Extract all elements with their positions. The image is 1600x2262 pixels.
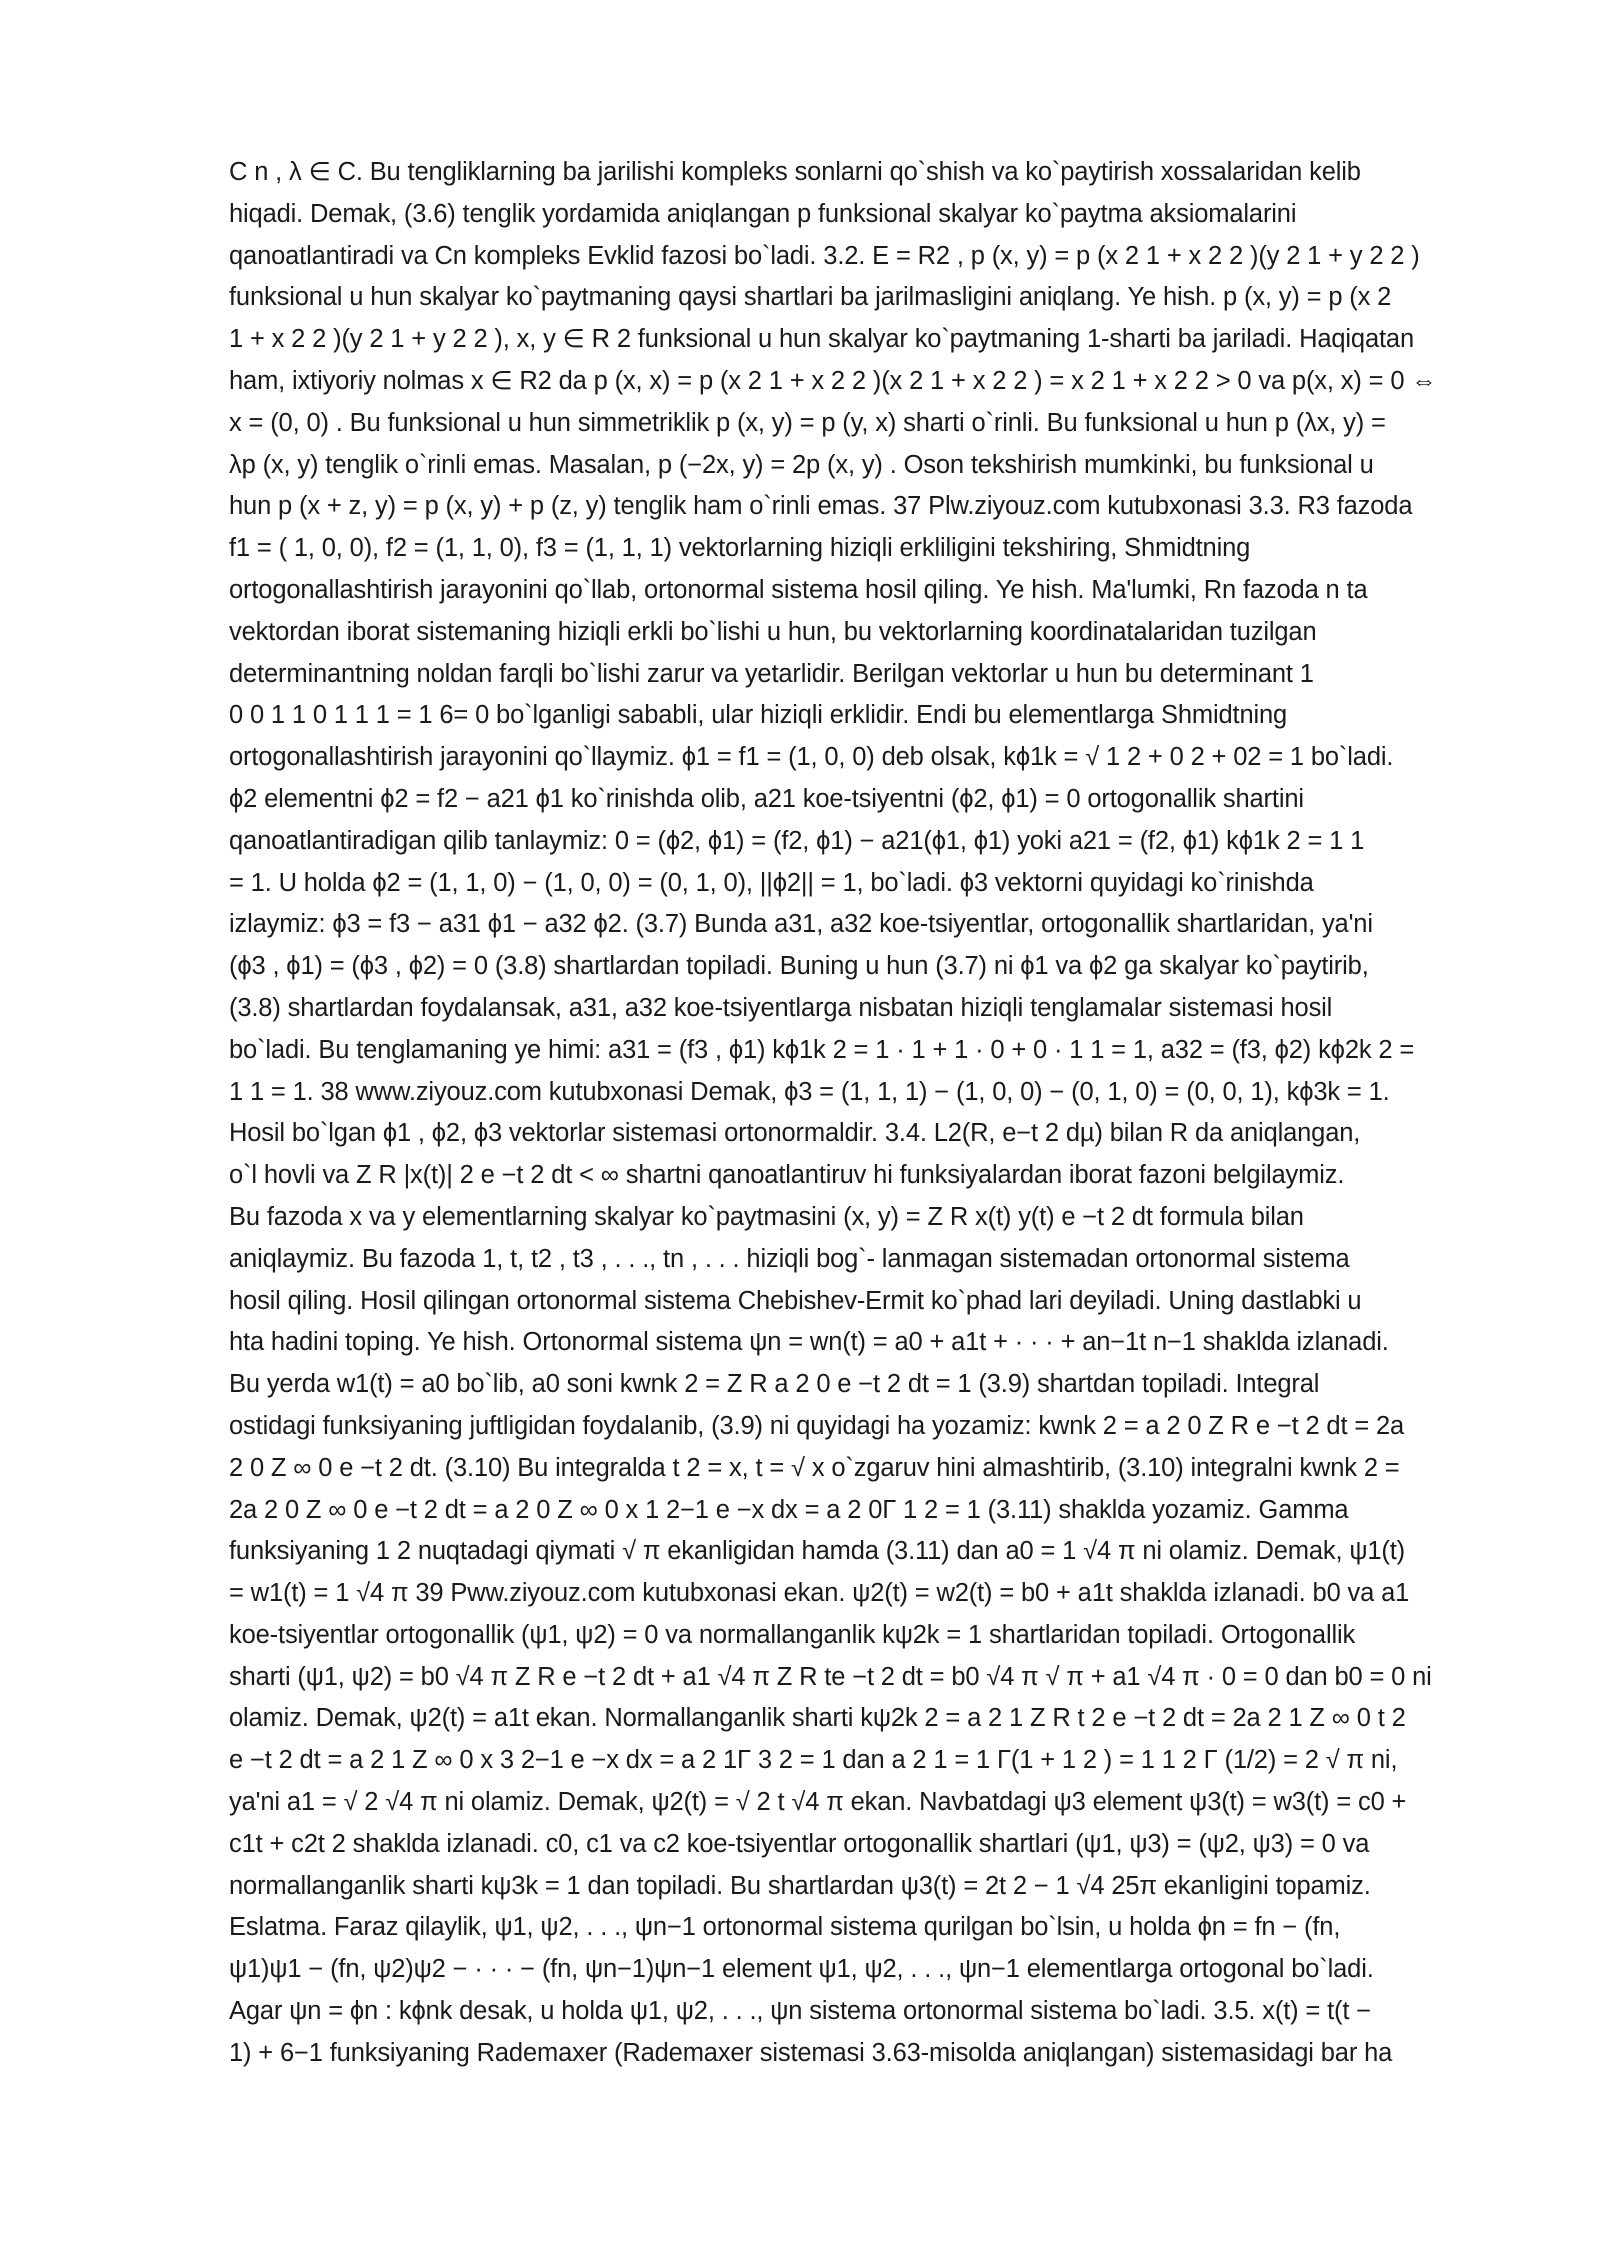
text-line: normallanganlik sharti kψ3k = 1 dan topiladi. Bu shartlardan ψ3(t) = 2t 2 − 1 √4 25π ekanligini topamiz. — [229, 1871, 1371, 1900]
text-line: ϕ2 elementni ϕ2 = f2 − a21 ϕ1 ko`rinishda olib, a21 koe-tsiyentni (ϕ2, ϕ1) = 0 ortogonallik shartini — [229, 784, 1304, 813]
text-line: = 1. U holda ϕ2 = (1, 1, 0) − (1, 0, 0) = (0, 1, 0), ||ϕ2|| = 1, bo`ladi. ϕ3 vektorni quyidagi ko`rinishda — [229, 868, 1314, 897]
text-line: hun p (x + z, y) = p (x, y) + p (z, y) tenglik ham o`rinli emas. 37 Plw.ziyouz.com kutubxonasi 3.3. R3 fazoda — [229, 492, 1413, 521]
text-line: (3.8) shartlardan foydalansak, a31, a32 koe-tsiyentlarga nisbatan hiziqli tenglamalar sistemasi hosil — [229, 993, 1333, 1022]
text-line: ostidagi funksiyaning juftligidan foydalanib, (3.9) ni quyidagi ha yozamiz: kwnk 2 = a 2 0 Z R e −t 2 dt = 2a — [229, 1411, 1405, 1440]
text-line: 1 1 = 1. 38 www.ziyouz.com kutubxonasi Demak, ϕ3 = (1, 1, 1) − (1, 0, 0) − (0, 1, 0) = (0, 0, 1), kϕ3k = 1. — [229, 1077, 1390, 1106]
text-line: f1 = ( 1, 0, 0), f2 = (1, 1, 0), f3 = (1, 1, 1) vektorlarning hiziqli erkliligini tekshiring, Shmidtning — [229, 534, 1251, 563]
text-line: ham, ixtiyoriy nolmas x ∈ R2 da p (x, x) = p (x 2 1 + x 2 2 )(x 2 1 + x 2 2 ) = x 2 1 + x 2 2 > 0 va p(x, x) = 0 ⇔ — [229, 366, 1437, 395]
text-line: Bu fazoda x va y elementlarning skalyar ko`paytmasini (x, y) = Z R x(t) y(t) e −t 2 dt formula bilan — [229, 1202, 1304, 1231]
text-line: x = (0, 0) . Bu funksional u hun simmetriklik p (x, y) = p (y, x) sharti o`rinli. Bu funksional u hun p (λx, y) = — [229, 408, 1386, 437]
text-line: 2a 2 0 Z ∞ 0 e −t 2 dt = a 2 0 Z ∞ 0 x 1 2−1 e −x dx = a 2 0Γ 1 2 = 1 (3.11) shaklda yozamiz. Gamma — [229, 1495, 1349, 1524]
text-line: aniqlaymiz. Bu fazoda 1, t, t2 , t3 , . . ., tn , . . . hiziqli bog`- lanmagan sistemadan ortonormal sistema — [229, 1244, 1350, 1273]
text-line: λp (x, y) tenglik o`rinli emas. Masalan, p (−2x, y) = 2p (x, y) . Oson tekshirish mumkinki, bu funksional u — [229, 450, 1374, 479]
text-line: = w1(t) = 1 √4 π 39 Pww.ziyouz.com kutubxonasi ekan. ψ2(t) = w2(t) = b0 + a1t shaklda izlanadi. b0 va a1 — [229, 1579, 1410, 1608]
text-line: funksiyaning 1 2 nuqtadagi qiymati √ π ekanligidan hamda (3.11) dan a0 = 1 √4 π ni olamiz. Demak, ψ1(t) — [229, 1537, 1406, 1566]
text-line: ya'ni a1 = √ 2 √4 π ni olamiz. Demak, ψ2(t) = √ 2 t √4 π ekan. Navbatdagi ψ3 element ψ3(t) = w3(t) = c0 + — [229, 1788, 1407, 1817]
text-line: Bu yerda w1(t) = a0 bo`lib, a0 soni kwnk 2 = Z R a 2 0 e −t 2 dt = 1 (3.9) shartdan topiladi. Integral — [229, 1370, 1320, 1399]
text-line: izlaymiz: ϕ3 = f3 − a31 ϕ1 − a32 ϕ2. (3.7) Bunda a31, a32 koe-tsiyentlar, ortogonallik shartlaridan, ya'ni — [229, 910, 1373, 939]
text-line: ortogonallashtirish jarayonini qo`llaymiz. ϕ1 = f1 = (1, 0, 0) deb olsak, kϕ1k = √ 1 2 + 0 2 + 02 = 1 bo`ladi. — [229, 743, 1394, 772]
text-line: hosil qiling. Hosil qilingan ortonormal sistema Chebishev-Ermit ko`phad lari deyiladi. Uning dastlabki u — [229, 1286, 1362, 1315]
text-line: determinantning noldan farqli bo`lishi zarur va yetarlidir. Berilgan vektorlar u hun bu determinant 1 — [229, 659, 1314, 688]
text-line: (ϕ3 , ϕ1) = (ϕ3 , ϕ2) = 0 (3.8) shartlardan topiladi. Buning u hun (3.7) ni ϕ1 va ϕ2 ga skalyar ko`paytirib, — [229, 952, 1369, 981]
text-line: bo`ladi. Bu tenglamaning ye himi: a31 = (f3 , ϕ1) kϕ1k 2 = 1 · 1 + 1 · 0 + 0 · 1 1 = 1, a32 = (f3, ϕ2) kϕ2k 2 = — [229, 1035, 1415, 1064]
text-line: e −t 2 dt = a 2 1 Z ∞ 0 x 3 2−1 e −x dx = a 2 1Γ 3 2 = 1 dan a 2 1 = 1 Γ(1 + 1 2 ) = 1 1 2 Γ (1/2) = 2 √ π ni, — [229, 1746, 1398, 1775]
text-line: qanoatlantiradi va Cn kompleks Evklid fazosi bo`ladi. 3.2. E = R2 , p (x, y) = p (x 2 1 + x 2 2 )(y 2 1 + y 2 2 ) — [229, 241, 1420, 270]
text-line: 2 0 Z ∞ 0 e −t 2 dt. (3.10) Bu integralda t 2 = x, t = √ x o`zgaruv hini almashtirib, (3.10) integralni kwnk 2 = — [229, 1453, 1400, 1482]
text-line: sharti (ψ1, ψ2) = b0 √4 π Z R e −t 2 dt + a1 √4 π Z R te −t 2 dt = b0 √4 π √ π + a1 √4 π · 0 = 0 dan b0 = 0 ni — [229, 1662, 1432, 1691]
text-line: C n , λ ∈ C. Bu tengliklarning ba jarilishi kompleks sonlarni qo`shish va ko`paytirish xossalaridan kelib — [229, 158, 1361, 186]
text-line: hta hadini toping. Ye hish. Ortonormal sistema ψn = wn(t) = a0 + a1t + · · · + an−1t n−1 shaklda izlanadi. — [229, 1328, 1389, 1357]
text-line: vektordan iborat sistemaning hiziqli erkli bo`lishi u hun, bu vektorlarning koordinatalaridan tuzilgan — [229, 617, 1317, 646]
text-line: funksional u hun skalyar ko`paytmaning qaysi shartlari ba jarilmasligini aniqlang. Ye hish. p (x, y) = p (x 2 — [229, 283, 1392, 312]
body-text — [229, 152, 1489, 2075]
text-line: qanoatlantiradigan qilib tanlaymiz: 0 = (ϕ2, ϕ1) = (f2, ϕ1) − a21(ϕ1, ϕ1) yoki a21 = (f2, ϕ1) kϕ1k 2 = 1 1 — [229, 826, 1365, 855]
text-line: 1) + 6−1 funksiyaning Rademaxer (Rademaxer sistemasi 3.63-misolda aniqlangan) sistemasidagi bar ha — [229, 2038, 1393, 2067]
text-line: ortogonallashtirish jarayonini qo`llab, ortonormal sistema hosil qiling. Ye hish. Ma'lumki, Rn fazoda n ta — [229, 575, 1368, 604]
text-line: 1 + x 2 2 )(y 2 1 + y 2 2 ), x, y ∈ R 2 funksional u hun skalyar ko`paytmaning 1-sharti ba jariladi. Haqiqatan — [229, 325, 1414, 354]
text-line: ψ1)ψ1 − (fn, ψ2)ψ2 − · · · − (fn, ψn−1)ψn−1 element ψ1, ψ2, . . ., ψn−1 elementlarga ortogonal bo`ladi. — [229, 1955, 1374, 1984]
text-line: c1t + c2t 2 shaklda izlanadi. c0, c1 va c2 koe-tsiyentlar ortogonallik shartlari (ψ1, ψ3) = (ψ2, ψ3) = 0 va — [229, 1829, 1370, 1858]
text-line: o`l hovli va Z R |x(t)| 2 e −t 2 dt < ∞ shartni qanoatlantiruv hi funksiyalardan iborat fazoni belgilaymiz. — [229, 1161, 1345, 1190]
text-line: Eslatma. Faraz qilaylik, ψ1, ψ2, . . ., ψn−1 ortonormal sistema qurilgan bo`lsin, u holda ϕn = fn − (fn, — [229, 1913, 1341, 1942]
text-line: olamiz. Demak, ψ2(t) = a1t ekan. Normallanganlik sharti kψ2k 2 = a 2 1 Z R t 2 e −t 2 dt = 2a 2 1 Z ∞ 0 t 2 — [229, 1704, 1406, 1733]
text-line: koe-tsiyentlar ortogonallik (ψ1, ψ2) = 0 va normallanganlik kψ2k = 1 shartlaridan topiladi. Ortogonallik — [229, 1620, 1356, 1649]
text-line: hiqadi. Demak, (3.6) tenglik yordamida aniqlangan p funksional skalyar ko`paytma aksiomalarini — [229, 199, 1297, 228]
text-line: Hosil bo`lgan ϕ1 , ϕ2, ϕ3 vektorlar sistemasi ortonormaldir. 3.4. L2(R, e−t 2 dµ) bilan R da aniqlangan, — [229, 1119, 1361, 1148]
text-line: Agar ψn = ϕn : kϕnk desak, u holda ψ1, ψ2, . . ., ψn sistema ortonormal sistema bo`ladi. 3.5. x(t) = t(t − — [229, 1997, 1371, 2026]
text-line: 0 0 1 1 0 1 1 1 = 1 6= 0 bo`lganligi sababli, ular hiziqli erklidir. Endi bu elementlarga Shmidtning — [229, 701, 1288, 730]
